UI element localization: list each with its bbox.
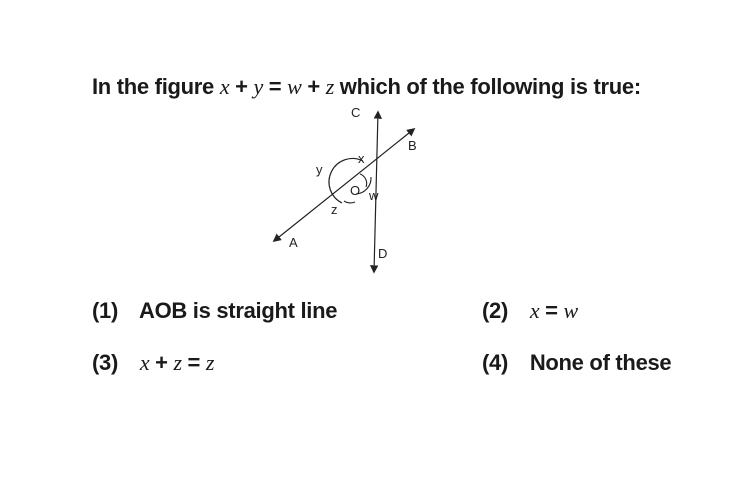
var-x: x: [139, 350, 150, 375]
option-3[interactable]: [92, 350, 214, 376]
line-ab: [274, 129, 414, 241]
geometry-figure: [260, 100, 430, 280]
label-angle-w: w: [369, 188, 379, 203]
option-number: (4): [482, 350, 508, 375]
var-x: x: [529, 298, 540, 323]
label-angle-y: y: [316, 162, 323, 177]
label-angle-x: x: [358, 151, 365, 166]
plus-sign: +: [307, 74, 320, 99]
question-prefix: In the figure: [92, 74, 214, 99]
label-a: A: [289, 235, 298, 250]
option-number: (1): [92, 298, 118, 323]
option-4[interactable]: [482, 350, 671, 376]
angle-arc-x: [360, 174, 367, 187]
label-c: C: [351, 105, 361, 120]
option-text: AOB is straight line: [139, 298, 338, 323]
equals-sign: =: [545, 298, 558, 323]
var-y: y: [253, 74, 263, 99]
var-w: w: [563, 298, 578, 323]
var-z: z: [205, 350, 215, 375]
var-z: z: [325, 74, 334, 99]
equals-sign: =: [268, 74, 282, 99]
option-2[interactable]: [482, 298, 578, 324]
label-d: D: [378, 246, 388, 261]
angle-arc-z: [344, 201, 355, 203]
option-1[interactable]: [92, 298, 337, 324]
option-number: (2): [482, 298, 508, 323]
var-w: w: [287, 74, 302, 99]
geometry-figure-svg: [260, 100, 430, 280]
question-text: [92, 74, 641, 100]
option-number: (3): [92, 350, 118, 375]
label-angle-z: z: [331, 202, 338, 217]
label-b: B: [408, 138, 417, 153]
var-x: x: [219, 74, 230, 99]
label-o: O: [350, 183, 361, 198]
question-suffix: which of the following is true:: [339, 74, 641, 99]
equals-sign: =: [187, 350, 201, 375]
plus-sign: +: [155, 350, 168, 375]
plus-sign: +: [235, 74, 248, 99]
option-text: None of these: [529, 350, 672, 375]
var-z: z: [173, 350, 182, 375]
